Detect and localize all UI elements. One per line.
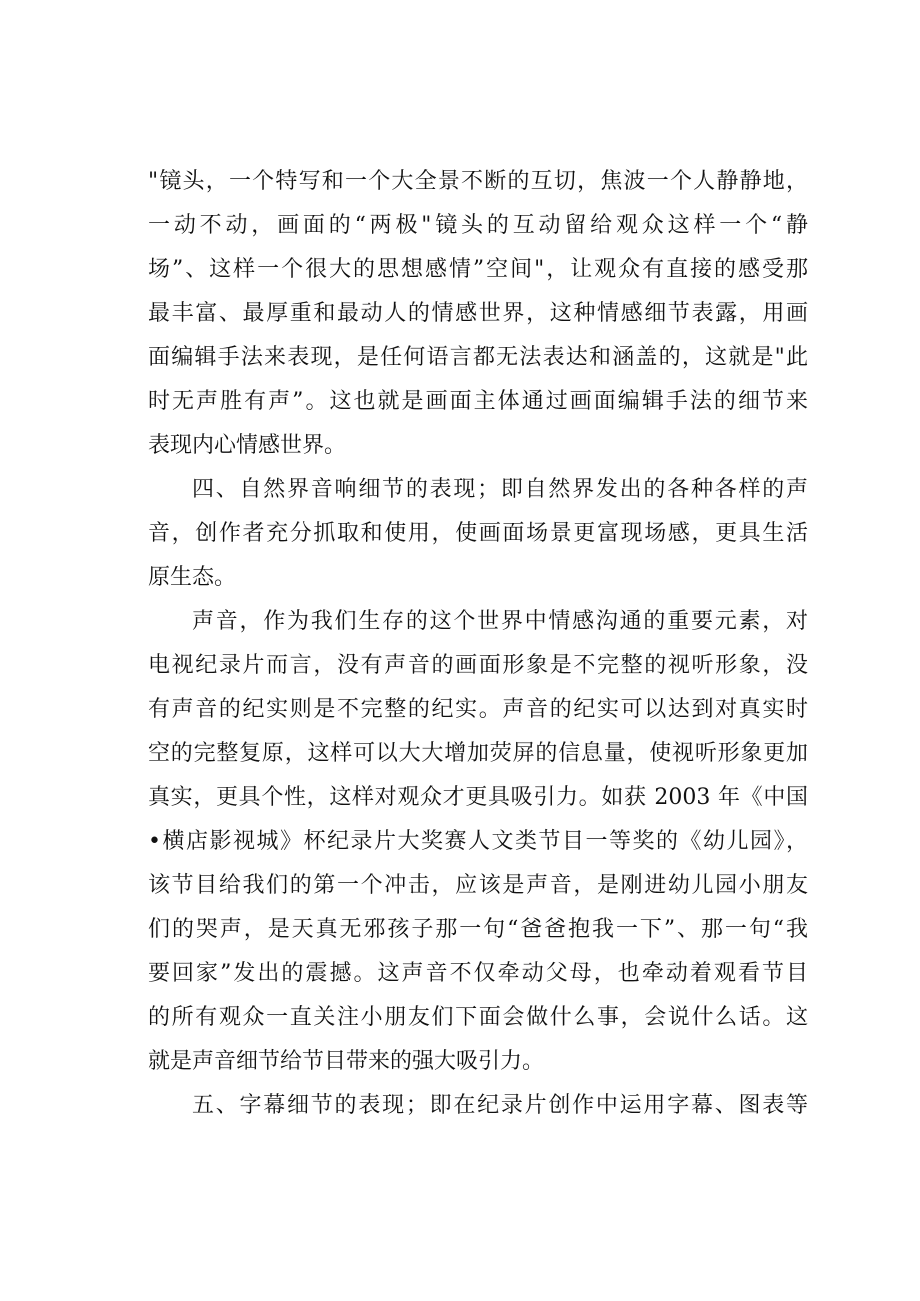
- text-line: "镜头，一个特写和一个大全景不断的互切，焦波一个人静静地，: [148, 169, 808, 194]
- text-line: 要回家”发出的震撼。这声音不仅牵动父母，也牵动着观看节目: [148, 961, 808, 986]
- text-line: 面编辑手法来表现，是任何语言都无法表达和涵盖的，这就是"此: [148, 345, 808, 370]
- text-line: 的所有观众一直关注小朋友们下面会做什么事，会说什么话。这: [148, 1005, 808, 1030]
- text-line: 该节目给我们的第一个冲击，应该是声音，是刚进幼儿园小朋友: [148, 873, 808, 898]
- text-line: 音，创作者充分抓取和使用，使画面场景更富现场感，更具生活: [148, 521, 808, 546]
- text-line: 最丰富、最厚重和最动人的情感世界，这种情感细节表露，用画: [148, 301, 808, 326]
- paragraph-first-line: 四、自然界音响细节的表现；即自然界发出的各种各样的声: [192, 477, 808, 502]
- text-line: 空的完整复原，这样可以大大增加荧屏的信息量，使视听形象更加: [148, 741, 808, 766]
- text-line: 表现内心情感世界。: [148, 433, 347, 458]
- text-line: 真实，更具个性，这样对观众才更具吸引力。如获 2003 年《中国: [148, 785, 808, 810]
- paragraph-first-line: 五、字幕细节的表现；即在纪录片创作中运用字幕、图表等: [192, 1093, 808, 1118]
- text-line: 场”、这样一个很大的思想感情”空间"，让观众有直接的感受那: [148, 257, 808, 282]
- body-text: [148, 160, 808, 1128]
- text-line: 时无声胜有声”。这也就是画面主体通过画面编辑手法的细节来: [148, 389, 808, 414]
- text-line: 就是声音细节给节目带来的强大吸引力。: [148, 1049, 545, 1074]
- paragraph-first-line: 声音，作为我们生存的这个世界中情感沟通的重要元素，对: [192, 609, 808, 634]
- text-line: 电视纪录片而言，没有声音的画面形象是不完整的视听形象，没: [148, 653, 808, 678]
- text-line: 们的哭声，是天真无邪孩子那一句“爸爸抱我一下”、那一句“我: [148, 917, 808, 942]
- text-line: 原生态。: [148, 565, 237, 590]
- text-line: 有声音的纪实则是不完整的纪实。声音的纪实可以达到对真实时: [148, 697, 808, 722]
- text-line: •横店影视城》杯纪录片大奖赛人文类节目一等奖的《幼儿园》，: [148, 829, 808, 854]
- text-line: 一动不动，画面的“两极"镜头的互动留给观众这样一个“静: [148, 213, 808, 238]
